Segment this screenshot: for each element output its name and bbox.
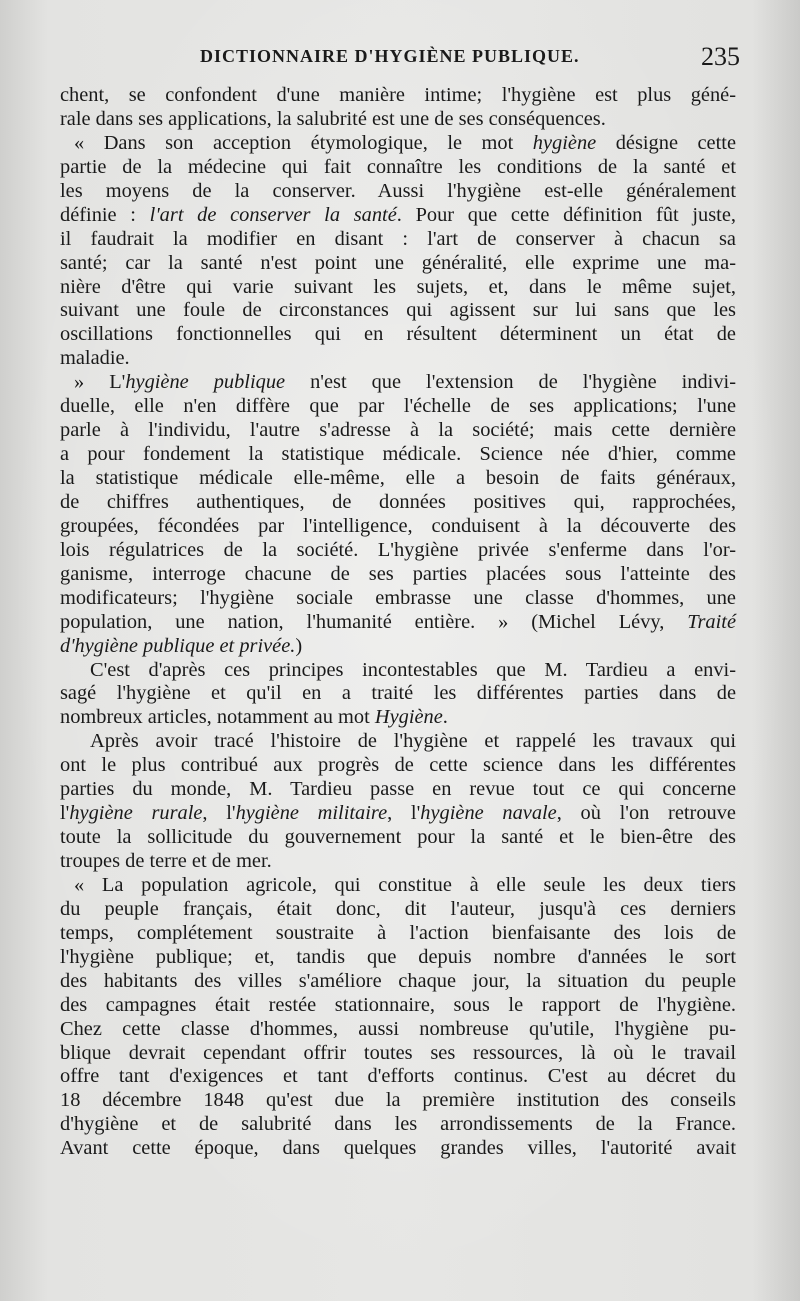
text-line: des habitants des villes s'améliore chaque jour, la situation du peuple (60, 969, 736, 992)
text-line: oscillations fonctionnelles qui en résultent déterminent un état de (60, 323, 736, 346)
text-line: d'hygiène publique et privée.) (60, 634, 303, 657)
text-line: Chez cette classe d'hommes, aussi nombreuse qu'utile, l'hygiène pu- (60, 1017, 736, 1040)
text-line: sagé l'hygiène et qu'il en a traité les différentes parties dans de (60, 682, 736, 705)
text-line: population, une nation, l'humanité entière. » (Michel Lévy, Traité (60, 610, 736, 633)
text-line: rale dans ses applications, la salubrité est une de ses conséquences. (60, 107, 606, 130)
text-line: duelle, elle n'en diffère que par l'échelle de ses applications; l'une (60, 395, 736, 418)
text-line: ont le plus contribué aux progrès de cette science dans les différentes (60, 754, 736, 777)
text-line: l'hygiène rurale, l'hygiène militaire, l'hygiène navale, où l'on retrouve (60, 802, 736, 825)
text-line: 18 décembre 1848 qu'est due la première institution des conseils (60, 1089, 736, 1112)
text-line: Avant cette époque, dans quelques grandes villes, l'autorité avait (60, 1137, 736, 1160)
text-line: parties du monde, M. Tardieu passe en revue tout ce qui concerne (60, 778, 736, 801)
text-line: suivant une foule de circonstances qui agissent sur lui sans que les (60, 299, 736, 322)
text-line: de chiffres authentiques, de données positives qui, rapprochées, (60, 490, 736, 513)
text-line: C'est d'après ces principes incontestables que M. Tardieu a envi- (90, 658, 736, 681)
text-line: définie : l'art de conserver la santé. Pour que cette définition fût juste, (60, 203, 736, 226)
text-line: blique devrait cependant offrir toutes ses ressources, là où le travail (60, 1041, 736, 1064)
text-line: des campagnes était restée stationnaire, sous le rapport de l'hygiène. (60, 993, 736, 1016)
text-line: offre tant d'exigences et tant d'efforts continus. C'est au décret du (60, 1065, 736, 1088)
text-line: modificateurs; l'hygiène sociale embrasse une classe d'hommes, une (60, 586, 736, 609)
text-line: lois régulatrices de la société. L'hygiène privée s'enferme dans l'or- (60, 538, 736, 561)
text-line: il faudrait la modifier en disant : l'art de conserver à chacun sa (60, 227, 736, 250)
text-line: d'hygiène et de salubrité dans les arrondissements de la France. (60, 1113, 736, 1136)
page-number: 235 (701, 42, 740, 71)
text-line: partie de la médecine qui fait connaître les conditions de la santé et (60, 155, 736, 178)
running-title: DICTIONNAIRE D'HYGIÈNE PUBLIQUE. (200, 46, 580, 66)
text-line: du peuple français, était donc, dit l'auteur, jusqu'à ces derniers (60, 897, 736, 920)
text-line: « Dans son acception étymologique, le mot hygiène désigne cette (74, 131, 736, 154)
text-line: groupées, fécondées par l'intelligence, conduisent à la découverte des (60, 514, 736, 537)
text-line: Après avoir tracé l'histoire de l'hygiène et rappelé les travaux qui (90, 730, 736, 753)
text-line: maladie. (60, 347, 130, 370)
text-line: temps, complétement soustraite à l'action bienfaisante des lois de (60, 921, 736, 944)
text-line: troupes de terre et de mer. (60, 850, 272, 872)
text-line: « La population agricole, qui constitue à elle seule les deux tiers (74, 873, 736, 896)
text-line: parle à l'individu, l'autre s'adresse à la société; mais cette dernière (60, 419, 736, 442)
body-text (60, 84, 736, 1161)
text-line: nière d'être qui varie suivant les sujets, et, dans le même sujet, (60, 275, 736, 298)
text-line: la statistique médicale elle-même, elle a besoin de faits généraux, (60, 467, 736, 489)
text-line: ganisme, interroge chacune de ses parties placées sous l'atteinte des (60, 562, 736, 585)
text-line: a pour fondement la statistique médicale. Science née d'hier, comme (60, 443, 736, 466)
text-line: les moyens de la conserver. Aussi l'hygiène est-elle généralement (60, 179, 736, 202)
text-line: » L'hygiène publique n'est que l'extension de l'hygiène indivi- (74, 371, 736, 394)
page-header (60, 44, 740, 74)
text-line: santé; car la santé n'est point une généralité, elle exprime une ma- (60, 251, 736, 274)
text-line: chent, se confondent d'une manière intime; l'hygiène est plus géné- (60, 84, 736, 106)
text-line: nombreux articles, notamment au mot Hygiène. (60, 706, 448, 729)
text-line: l'hygiène publique; et, tandis que depuis nombre d'années le sort (60, 945, 736, 968)
text-line: toute la sollicitude du gouvernement pour la santé et le bien-être des (60, 826, 736, 849)
